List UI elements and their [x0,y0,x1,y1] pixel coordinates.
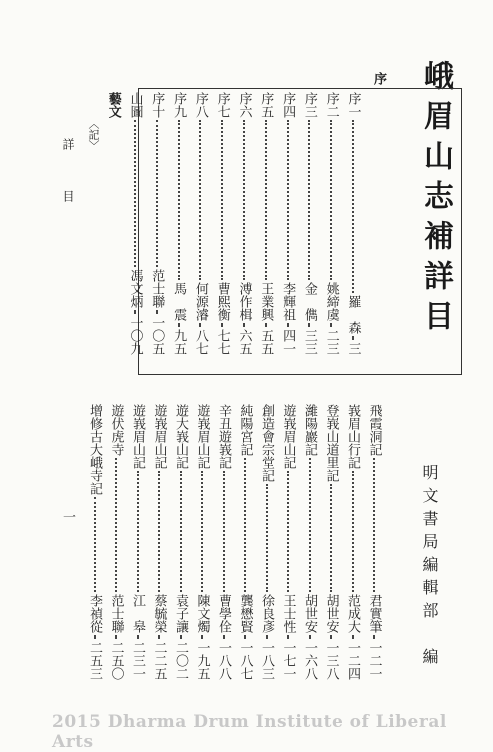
dot-leader [221,120,223,280]
preface-author: 姚締虞 [323,282,339,321]
record-page: 一三八 [323,641,339,680]
preface-entry [258,92,274,355]
preface-page: 三 [345,342,361,355]
record-title: 登峩山道里記 [323,404,339,482]
record-author: 范士聯 [108,594,124,633]
record-title: 遊峩眉山記 [194,404,210,469]
record-title: 飛霞洞記 [366,404,382,456]
preface-author: 王業興 [258,282,274,321]
record-page: 二五〇 [108,641,124,680]
record-title: 峩眉山行記 [345,404,360,469]
preface-page: 七七 [214,329,230,355]
record-page: 一九五 [194,641,210,680]
record-page: 二〇二 [173,641,188,680]
preface-author: 馮文炳 [127,269,143,308]
preface-page: 六五 [236,329,252,355]
preface-title: 序四 [280,92,296,118]
preface-entry [280,92,296,355]
record-title: 遊峩眉山記 [130,404,145,469]
dot-leader [243,323,245,327]
preface-title: 序五 [258,92,274,118]
preface-author: 李輝祖 [280,282,296,321]
preface-title: 序三 [301,92,317,118]
preface-page: 八七 [192,329,208,355]
dot-leader [178,323,180,327]
record-entry [366,404,382,680]
dot-leader [309,635,311,639]
dot-leader [244,635,246,639]
dot-leader [137,635,139,639]
dot-leader [330,120,332,280]
dot-leader [266,635,268,639]
dot-leader [221,323,223,327]
record-author: 陳文燭 [194,594,210,633]
preface-author: 羅 森 [345,295,361,334]
dot-leader [373,458,375,592]
watermark: 2015 Dharma Drum Institute of Liberal Arts [52,712,447,752]
dot-leader [94,635,96,639]
record-title: 創造會宗堂記 [259,404,274,482]
dot-leader [265,120,267,280]
preface-entry [345,92,361,355]
preface-entry [171,92,187,355]
record-author: 蔡毓榮 [151,594,167,633]
record-author: 胡世安 [323,594,339,633]
preface-author: 金 儁 [301,282,317,321]
preface-title: 序六 [236,92,252,118]
preface-page: 二三 [323,329,339,355]
record-entry [130,404,146,680]
dot-leader [352,471,354,592]
record-entry [345,404,361,680]
dot-leader [158,471,160,592]
preface-author: 范士聯 [149,269,165,308]
preface-page: 三三 [301,329,317,355]
record-author: 袁子讓 [173,594,188,633]
record-page: 一八八 [216,641,231,680]
dot-leader [180,471,182,592]
record-page: 一八三 [259,641,274,680]
page-number: 一 [60,510,75,523]
record-entry [216,404,232,680]
record-page: 二三一 [130,641,145,680]
dot-leader [287,323,289,327]
preface-entry [105,92,121,132]
dot-leader [352,336,354,340]
preface-author: 馬 震 [171,282,187,321]
record-entry [108,404,124,680]
record-title: 遊伏虎寺 [108,404,124,456]
preface-title: 序十 [149,92,165,118]
preface-title: 藝文 [105,92,121,118]
record-page: 一七一 [280,641,296,680]
book-title: 峨眉山志補詳目 [418,60,453,340]
preface-title: 序八 [192,92,208,118]
preface-author: 何源濬 [192,282,208,321]
dot-leader [156,120,158,267]
dot-leader [158,635,160,639]
preface-page: 五五 [258,329,274,355]
record-page: 一六八 [302,641,317,680]
dot-leader [199,323,201,327]
dot-leader [115,635,117,639]
dot-leader [308,120,310,280]
preface-entry [214,92,230,355]
record-entry [302,404,318,680]
preface-entry [301,92,317,355]
preface-author: 曹熙衡 [214,282,230,321]
record-entry [194,404,210,680]
dot-leader [244,458,246,592]
dot-leader [223,471,225,592]
record-entry [237,404,253,680]
record-entry [173,404,189,680]
record-entry [87,404,103,680]
preface-title: 序九 [171,92,187,118]
preface-title: 序二 [323,92,339,118]
dot-leader [134,310,136,314]
record-page: 一二一 [366,641,382,680]
record-entry [323,404,339,680]
preface-page: 四一 [280,329,296,355]
dot-leader [265,323,267,327]
preface-entry [236,92,252,355]
dot-leader [287,471,289,592]
record-title: 增修古大峨寺記 [87,404,102,495]
record-author: 龔懋賢 [237,594,253,633]
publisher: 明文書局編輯部 編 [420,464,439,671]
record-title: 純陽宮記 [237,404,253,456]
preface-entry [192,92,208,355]
dot-leader [352,120,354,293]
preface-title: 序七 [214,92,230,118]
dot-leader [223,635,225,639]
record-page: 一八七 [237,641,253,680]
record-title: 濰陽巖記 [302,404,317,456]
dot-leader [115,458,117,592]
record-author: 王士性 [280,594,296,633]
dot-leader [308,323,310,327]
preface-page: 九五 [171,329,187,355]
preface-header: 序 [371,72,386,85]
dot-leader [287,635,289,639]
record-entry [259,404,275,680]
record-author: 江 皋 [130,594,145,633]
preface-entry [323,92,339,355]
dot-leader [330,635,332,639]
preface-entry [149,92,165,355]
dot-leader [137,471,139,592]
dot-leader [330,484,332,592]
record-page: 二二五 [151,641,167,680]
dot-leader [199,120,201,280]
dot-leader [201,635,203,639]
dot-leader [94,497,96,592]
yiwen-note: 〈記〉 [87,118,100,151]
record-author: 范成大 [345,594,360,633]
record-page: 一二四 [345,641,360,680]
dot-leader [373,635,375,639]
record-author: 李禎從 [87,594,102,633]
preface-entry [127,92,143,355]
record-author: 君實筆 [366,594,382,633]
preface-page: 一〇九 [127,316,143,355]
dot-leader [201,471,203,592]
record-author: 曹學佺 [216,594,231,633]
record-author: 徐良彥 [259,594,274,633]
dot-leader [352,635,354,639]
preface-title: 山圖 [127,92,143,118]
dot-leader [178,120,180,280]
dot-leader [156,310,158,314]
record-title: 辛丑遊峩記 [216,404,231,469]
section-label: 詳 目 [61,138,75,216]
record-title: 遊大峩山記 [173,404,188,469]
dot-leader [243,120,245,280]
record-title: 遊峩眉山記 [151,404,167,469]
record-page: 二五三 [87,641,102,680]
preface-page: 一〇五 [149,316,165,355]
record-title: 遊峩眉山記 [280,404,296,469]
dot-leader [180,635,182,639]
dot-leader [287,120,289,280]
preface-author: 溥作楫 [236,282,252,321]
record-author: 胡世安 [302,594,317,633]
preface-title: 序一 [345,92,361,118]
dot-leader [330,323,332,327]
dot-leader [134,120,136,267]
dot-leader [309,458,311,592]
record-entry [151,404,167,680]
record-entry [280,404,296,680]
dot-leader [266,484,268,592]
